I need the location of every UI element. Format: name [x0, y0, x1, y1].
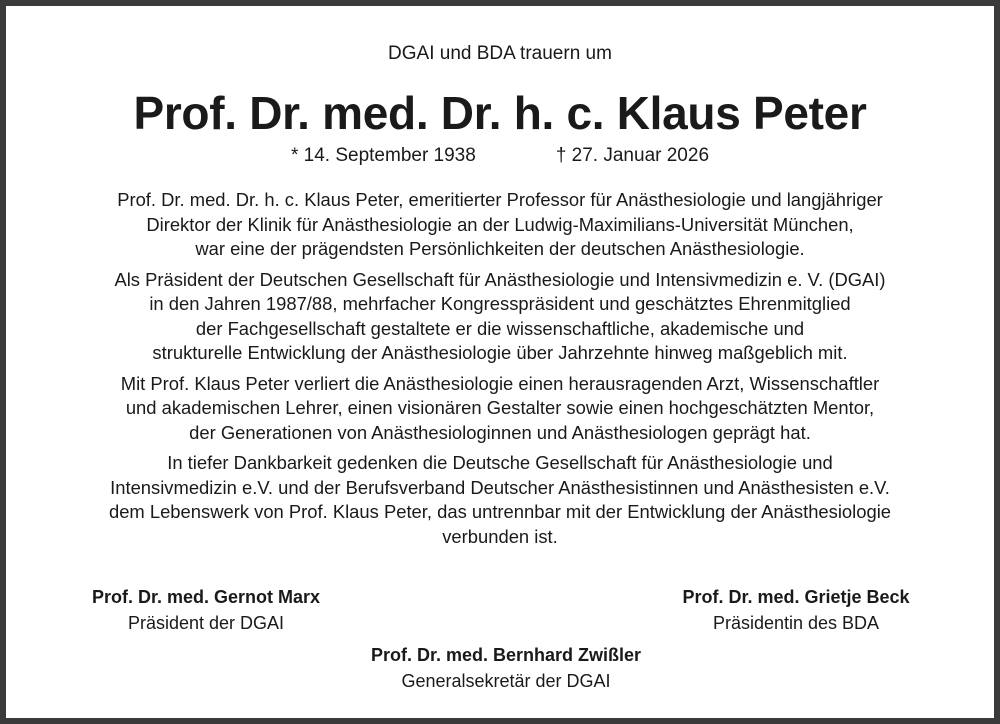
text-line: In tiefer Dankbarkeit gedenken die Deutsche Gesellschaft für Anästhesiologie und [167, 452, 833, 473]
signatory-role: Präsident der DGAI [127, 613, 285, 633]
signatory-name: Prof. Dr. med. Bernhard Zwißler [370, 645, 642, 665]
text-line: Direktor der Klinik für Anästhesiologie an der Ludwig-Maximilians-Universität München, [146, 213, 854, 235]
paragraph [46, 188, 954, 262]
text-line: verbunden ist. [442, 525, 558, 547]
signatory-role: Präsidentin des BDA [712, 613, 880, 633]
signatory-right [656, 584, 936, 636]
life-dates [6, 144, 994, 168]
signatory-left [66, 584, 346, 636]
deceased-name: Prof. Dr. med. Dr. h. c. Klaus Peter [133, 87, 867, 139]
signatory-name: Prof. Dr. med. Gernot Marx [91, 587, 321, 607]
text-line: und akademischen Lehrer, einen visionären Gestalter sowie einen hochgeschätzten Mentor, [125, 397, 875, 418]
intro-line: DGAI und BDA trauern um [388, 43, 612, 64]
text-line: Als Präsident der Deutschen Gesellschaft für Anästhesiologie und Intensivmedizin e. V. (DGAI) [114, 268, 886, 290]
text-line: war eine der prägendsten Persönlichkeiten der deutschen Anästhesiologie. [195, 238, 805, 259]
signatory-center [346, 642, 666, 694]
birth-date: * 14. September 1938 [290, 145, 476, 166]
text-line: der Generationen von Anästhesiologinnen und Anästhesiologen geprägt hat. [189, 421, 811, 443]
death-date: † 27. Januar 2026 [555, 145, 710, 166]
paragraph [46, 268, 954, 366]
paragraph [46, 372, 954, 446]
obituary-text [46, 188, 954, 555]
text-line: Intensivmedizin e.V. und der Berufsverband Deutscher Anästhesistinnen und Anästhesisten e.V. [110, 476, 890, 498]
text-line: Prof. Dr. med. Dr. h. c. Klaus Peter, emeritierter Professor für Anästhesiologie und langjähriger [117, 189, 883, 210]
text-line: in den Jahren 1987/88, mehrfacher Kongresspräsident und geschätztes Ehrenmitglied [149, 293, 851, 314]
paragraph [46, 451, 954, 549]
text-line: der Fachgesellschaft gestaltete er die wissenschaftliche, akademische und [195, 317, 805, 339]
text-line: dem Lebenswerk von Prof. Klaus Peter, das untrennbar mit der Entwicklung der Anästhesiologie [108, 501, 892, 522]
signatory-name: Prof. Dr. med. Grietje Beck [682, 587, 910, 607]
text-line: strukturelle Entwicklung der Anästhesiologie über Jahrzehnte hinweg maßgeblich mit. [152, 342, 848, 363]
text-line: Mit Prof. Klaus Peter verliert die Anästhesiologie einen herausragenden Arzt, Wissenschaftler [120, 372, 880, 394]
signatory-role: Generalsekretär der DGAI [401, 671, 611, 691]
